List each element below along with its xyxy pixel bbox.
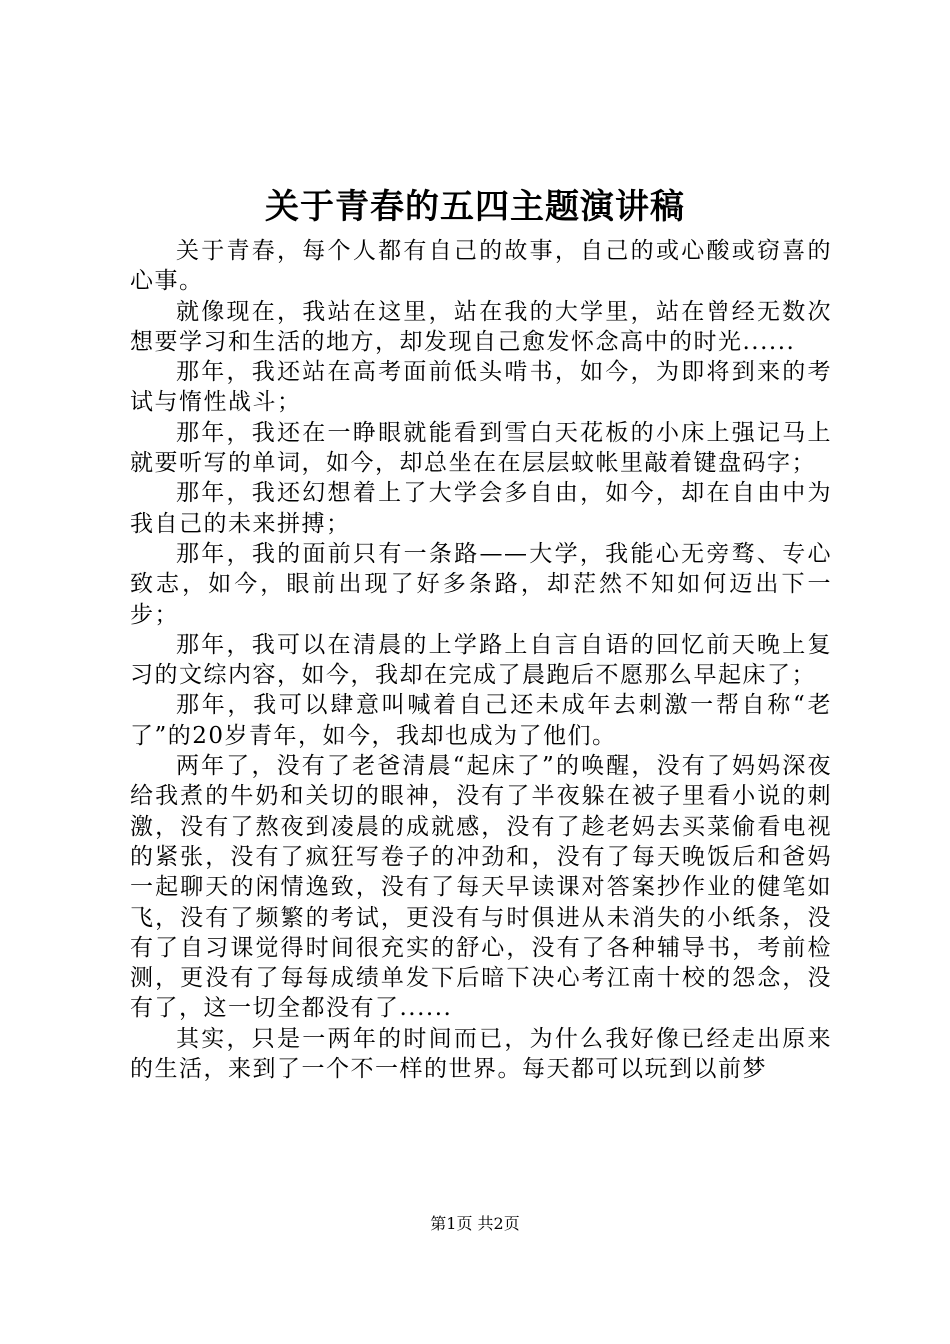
paragraph: 就像现在，我站在这里，站在我的大学里，站在曾经无数次想要学习和生活的地方，却发现自己愈发怀念高中的时光...... [130, 298, 832, 355]
paragraph: 其实，只是一两年的时间而已，为什么我好像已经走出原来的生活，来到了一个不一样的世界。每天都可以玩到以前梦 [130, 1025, 832, 1083]
paragraph: 关于青春，每个人都有自己的故事，自己的或心酸或窃喜的心事。 [130, 238, 832, 295]
document-body [130, 236, 832, 1084]
paragraph: 那年，我还幻想着上了大学会多自由，如今，却在自由中为我自己的未来拼搏； [130, 480, 832, 537]
paragraph: 那年，我的面前只有一条路——大学，我能心无旁骛、专心致志，如今，眼前出现了好多条路，却茫然不知如何迈出下一步； [130, 540, 832, 628]
paragraph: 那年，我可以肆意叫喊着自己还未成年去刺激一帮自称“老了”的20岁青年，如今，我却也成为了他们。 [130, 692, 832, 749]
paragraph: 两年了，没有了老爸清晨“起床了”的唤醒，没有了妈妈深夜给我煮的牛奶和关切的眼神，没有了半夜躲在被子里看小说的刺激，没有了熬夜到凌晨的成就感，没有了趁老妈去买菜偷看电视的紧张，没有了疯狂写卷子的冲劲和，没有了每天晚饭后和爸妈一起聊天的闲情逸致，没有了每天早读课对答案抄作业的健笔如飞，没有了频繁的考试，更没有与时俱进从未消失的小纸条，没有了自习课觉得时间很充实的舒心，没有了各种辅导书，考前检测，更没有了每每成绩单发下后暗下决心考江南十校的怨念，没有了，这一切全都没有了...... [130, 753, 832, 1022]
paragraph: 那年，我还在一睁眼就能看到雪白天花板的小床上强记马上就要听写的单词，如今，却总坐在在层层蚊帐里敲着键盘码字； [130, 419, 832, 477]
paragraph: 那年，我可以在清晨的上学路上自言自语的回忆前天晚上复习的文综内容，如今，我却在完成了晨跑后不愿那么早起床了； [130, 631, 832, 689]
page-footer: 第1页 共2页 [430, 1214, 520, 1233]
paragraph: 那年，我还站在高考面前低头啃书，如今，为即将到来的考试与惰性战斗； [130, 359, 832, 416]
document-title: 关于青春的五四主题演讲稿 [265, 187, 685, 227]
